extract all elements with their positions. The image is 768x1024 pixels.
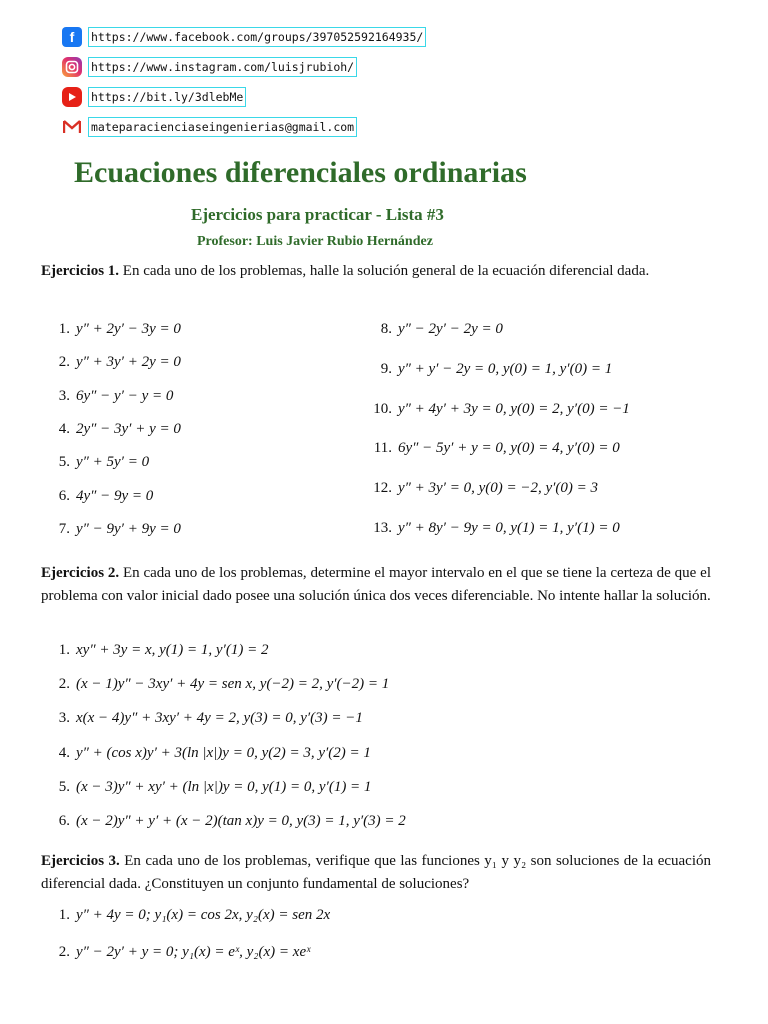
equation-number: 3.: [58, 387, 70, 404]
exercise-2-statement: [41, 562, 711, 608]
exercise-3-statement: [41, 850, 711, 896]
equation-number: 2.: [58, 354, 70, 371]
equation-number: 13.: [373, 520, 392, 536]
facebook-icon: f: [62, 27, 82, 47]
equation-item: [44, 944, 310, 961]
facebook-link-row: [62, 22, 426, 52]
equation-number: 11.: [373, 440, 392, 457]
equation-text: y″ + (cos x)y′ + 3(ln |x|)y = 0, y(2) = 3, y′(2) = 1: [76, 744, 371, 761]
equation-text: y″ + 3y′ = 0, y(0) = −2, y′(0) = 3: [398, 480, 599, 497]
equation-text: (x − 2)y″ + y′ + (x − 2)(tan x)y = 0, y(3) = 1, y′(3) = 2: [76, 813, 406, 829]
equation-number: 5.: [58, 454, 70, 471]
equation-text: y″ + 2y′ − 3y = 0: [76, 321, 181, 337]
instagram-link-row: [62, 52, 426, 82]
equation-item: [44, 907, 330, 924]
exercise-1-statement: [41, 260, 711, 283]
exercise-2-label: Ejercicios 2.: [41, 565, 120, 581]
professor-name: Profesor: Luis Javier Rubio Hernández: [197, 234, 433, 249]
equation-number: 1.: [58, 642, 70, 658]
equation-item: [44, 676, 389, 693]
exercise-2-text: En cada uno de los problemas, determine el mayor intervalo en el que se tiene la certeza de que el problema con valor inicial dado posee una solución única dos veces diferenciable. No intente hallar la solución.: [41, 565, 711, 604]
equation-text: 6y″ − 5y′ + y = 0, y(0) = 4, y′(0) = 0: [398, 440, 620, 457]
equation-item: [362, 361, 612, 378]
page-title: Ecuaciones diferenciales ordinarias: [74, 156, 527, 189]
exercise-1-text: En cada uno de los problemas, halle la solución general de la ecuación diferencial dada.: [122, 263, 650, 279]
equation-item: [362, 480, 598, 497]
equation-number: 2.: [58, 944, 70, 960]
equation-item: [44, 813, 406, 830]
facebook-link[interactable]: https://www.facebook.com/groups/397052592164935/: [88, 27, 426, 47]
gmail-link-row: [62, 112, 426, 142]
equation-item: [362, 401, 630, 418]
equation-text: y″ + 4y = 0; y₁(x) = cos 2x, y₂(x) = sen 2x: [76, 907, 331, 923]
equation-number: 2.: [58, 676, 70, 693]
equation-text: (x − 1)y″ − 3xy′ + 4y = sen x, y(−2) = 2, y′(−2) = 1: [76, 676, 390, 693]
equation-text: (x − 3)y″ + xy′ + (ln |x|)y = 0, y(1) = 0, y′(1) = 1: [76, 778, 372, 795]
equation-number: 1.: [58, 907, 70, 923]
exercise-3-label: Ejercicios 3.: [41, 853, 120, 869]
equation-text: x(x − 4)y″ + 3xy′ + 4y = 2, y(3) = 0, y′(3) = −1: [76, 710, 363, 727]
gmail-icon: [62, 117, 82, 137]
equation-text: y″ + 8y′ − 9y = 0, y(1) = 1, y′(1) = 0: [398, 520, 620, 536]
exercise-3-text: En cada uno de los problemas, verifique que las funciones y₁ y y₂ son soluciones de la ecuación diferencial dada. ¿Constituyen un conjunto fundamental de soluciones?: [41, 853, 711, 892]
equation-item: [44, 421, 181, 438]
equation-number: 9.: [380, 360, 392, 377]
equation-text: y″ − 9y′ + 9y = 0: [76, 520, 181, 537]
equation-number: 4.: [58, 420, 70, 437]
equation-text: 4y″ − 9y = 0: [76, 487, 154, 504]
youtube-link[interactable]: https://bit.ly/3dlebMe: [88, 87, 246, 107]
equation-item: [362, 440, 620, 457]
youtube-link-row: [62, 82, 426, 112]
equation-text: y″ + 5y′ = 0: [76, 454, 150, 471]
equation-number: 1.: [58, 321, 70, 337]
equation-number: 6.: [58, 487, 70, 504]
equation-text: y″ + y′ − 2y = 0, y(0) = 1, y′(0) = 1: [398, 360, 613, 377]
contact-links: [62, 22, 426, 142]
equation-text: 2y″ − 3y′ + y = 0: [76, 420, 181, 437]
equation-item: [44, 745, 371, 762]
equation-item: [44, 710, 363, 727]
equation-item: [44, 521, 181, 538]
equation-item: [44, 779, 371, 796]
equation-number: 5.: [58, 778, 70, 795]
equation-item: [362, 520, 620, 537]
equation-item: [44, 488, 153, 505]
equation-text: 6y″ − y′ − y = 0: [76, 387, 174, 404]
equation-item: [44, 354, 181, 371]
equation-number: 7.: [58, 520, 70, 537]
equation-item: [44, 642, 268, 659]
equation-number: 6.: [58, 813, 70, 829]
equation-number: 10.: [373, 400, 392, 417]
page-subtitle: Ejercicios para practicar - Lista #3: [191, 205, 444, 224]
equation-text: y″ + 3y′ + 2y = 0: [76, 354, 181, 371]
equation-text: y″ + 4y′ + 3y = 0, y(0) = 2, y′(0) = −1: [398, 400, 630, 417]
exercise-1-label: Ejercicios 1.: [41, 263, 120, 279]
equation-text: y″ − 2y′ + y = 0; y₁(x) = eˣ, y₂(x) = xeˣ: [76, 944, 311, 960]
equation-number: 3.: [58, 710, 70, 727]
instagram-link[interactable]: https://www.instagram.com/luisjrubioh/: [88, 57, 357, 77]
equation-number: 8.: [380, 321, 392, 337]
equation-text: y″ − 2y′ − 2y = 0: [398, 321, 503, 337]
equation-number: 12.: [373, 480, 392, 497]
equation-item: [362, 321, 503, 338]
youtube-icon: [62, 87, 82, 107]
equation-item: [44, 321, 181, 338]
equation-text: xy″ + 3y = x, y(1) = 1, y′(1) = 2: [76, 642, 269, 658]
email-link[interactable]: mateparacienciaseingenierias@gmail.com: [88, 117, 357, 137]
equation-item: [44, 454, 149, 471]
equation-number: 4.: [58, 744, 70, 761]
instagram-icon: [62, 57, 82, 77]
equation-item: [44, 388, 173, 405]
